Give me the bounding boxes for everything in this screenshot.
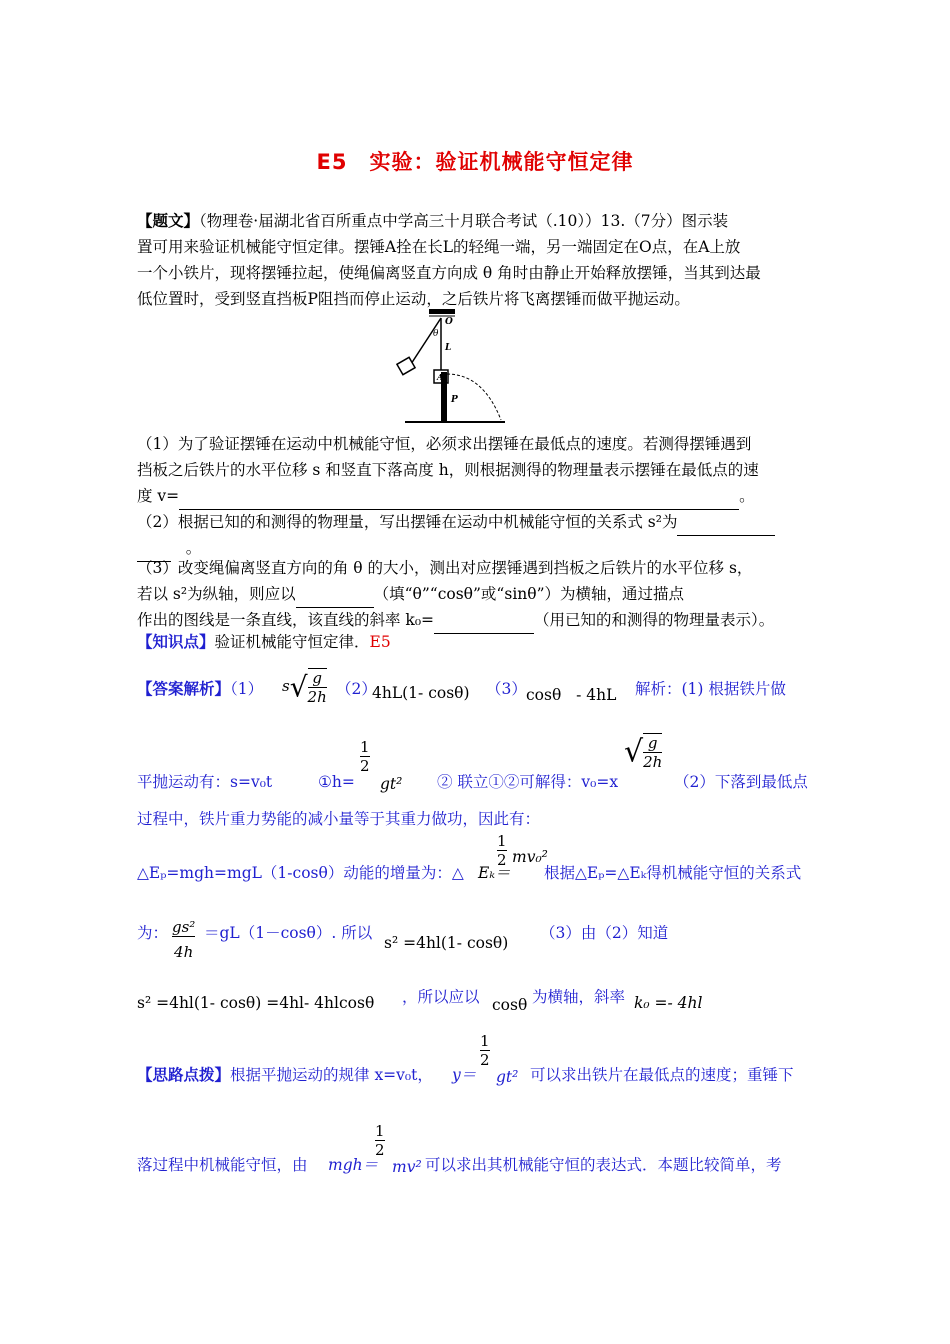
question-line-4: 低位置时，受到竖直挡板P阻挡而停止运动，之后铁片将飞离摆锤而做平抛运动。 (137, 290, 690, 308)
mv02-term: mv₀² (512, 848, 548, 866)
hint-line-1a: 【思路点拨】根据平抛运动的规律 x=v₀t， (137, 1065, 433, 1084)
analysis-row-2b: ①h= (318, 773, 355, 791)
page-title: E5 实验：验证机械能守恒定律 (316, 150, 634, 174)
y-eq: y＝ (452, 1066, 477, 1084)
question-line-3: 一个小铁片，现将摆锤拉起，使绳偏离竖直方向成 θ 角时由静止开始释放摆锤，当其到达最 (137, 264, 761, 282)
analysis-row-5a: 为： (137, 924, 169, 942)
knowledge-tag: 【知识点】 (137, 632, 215, 651)
gt2-term: gt² (380, 775, 403, 793)
question-line-2: 置可用来验证机械能守恒定律。摆锤A拴在长L的轻绳一端，另一端固定在O点，在A上放 (137, 238, 741, 256)
answer-blank-3 (296, 581, 374, 608)
analysis-row-6a: s² =4hl(1- cosθ) =4hl- 4hlcosθ (137, 994, 375, 1012)
v0-formula: √ $\frac{g}{2h}$ (624, 734, 663, 771)
hint-tag: 【思路点拨】 (137, 1065, 231, 1084)
answer-tag-row: 【答案解析】（1） (137, 679, 264, 698)
hint-line-2a: 落过程中机械能守恒，由 (137, 1156, 308, 1174)
question-tag: 【题文】 (137, 211, 200, 230)
analysis-row-5b: ＝gL（1－cosθ）. 所以 (204, 924, 373, 942)
half-g-t-squared: $\frac{1}{2}$ (360, 738, 370, 775)
swung-string (411, 318, 441, 364)
label-p: P (451, 395, 458, 405)
ek-term: Eₖ＝ (478, 864, 511, 882)
swung-bob (397, 357, 415, 374)
analysis-row-6e: k₀ =- 4hl (634, 994, 703, 1012)
part1-line-3: 度 v= 。 (137, 483, 755, 510)
part3-line-3: 作出的图线是一条直线，该直线的斜率 k₀= （用已知的和测得的物理量表示）。 (137, 607, 774, 634)
answer-3-label: （3） (486, 680, 527, 698)
label-a: A (437, 372, 444, 382)
answer-tag: 【答案解析】 (137, 679, 231, 698)
analysis-row-6c: cosθ (492, 996, 528, 1014)
analysis-row-6d: 为横轴，斜率 (532, 988, 626, 1006)
answer-blank-4 (434, 607, 534, 634)
part3-line-1: （3）改变绳偏离竖直方向的角 θ 的大小，测出对应摆锤遇到挡板之后铁片的水平位移 s， (137, 559, 753, 577)
analysis-row-6b: ，所以应以 (402, 988, 480, 1006)
question-line-1: 【题文】（物理卷·届湖北省百所重点中学高三十月联合考试（.10））13.（7分）图示装 (137, 211, 729, 230)
hint-line-2b: 可以求出其机械能守恒的表达式．本题比较简单，考 (425, 1156, 782, 1174)
mgh-eq: mgh＝ (328, 1156, 379, 1174)
hint-line-1b: 可以求出铁片在最低点的速度；重锤下 (530, 1066, 794, 1084)
label-o: O (445, 317, 453, 327)
analysis-row-2d: （2）下落到最低点 (674, 773, 808, 791)
hint-half-2: $\frac{1}{2}$ (375, 1122, 385, 1159)
answer-blank-1 (179, 483, 739, 510)
answer-3-formula: cosθ - 4hL (526, 686, 617, 704)
analysis-row-3: 过程中，铁片重力势能的减小量等于其重力做功，因此有： (137, 810, 541, 828)
part3-line-2: 若以 s²为纵轴，则应以 （填“θ”“cosθ”或“sinθ”）为横轴，通过描点 (137, 581, 684, 608)
half-mv0-squared: $\frac{1}{2}$ (497, 832, 507, 869)
ceiling-bar (429, 309, 455, 314)
hint-mv2: mv² (392, 1158, 422, 1176)
analysis-row-2c: ② 联立①②可解得：v₀=x (437, 773, 619, 791)
answer-1-formula: s√ $\frac{g}{2h}$ (282, 669, 327, 706)
part1-line-2: 挡板之后铁片的水平位移 s 和竖直下落高度 h，则根据测得的物理量表示摆锤在最低点的速 (137, 461, 759, 479)
analysis-row-4b: 根据△Eₚ=△Eₖ得机械能守恒的关系式 (544, 864, 802, 882)
analysis-row-4a: △Eₚ=mgh=mgL（1-cosθ）动能的增量为：△ (137, 864, 464, 882)
analysis-row-2a: 平抛运动有：s=v₀t (137, 773, 273, 791)
gs2-over-4h: $\frac{\text{gs²}}{4h}$ (172, 918, 196, 961)
answer-2-label: （2） (336, 680, 377, 698)
label-l: L (445, 343, 452, 353)
answer-2-formula: 4hL(1- cosθ) (372, 684, 470, 702)
part1-line-1: （1）为了验证摆锤在运动中机械能守恒，必须求出摆锤在最低点的速度。若测得摆锤遇到 (137, 435, 752, 453)
analysis-row-5d: （3）由（2）知道 (540, 924, 669, 942)
answer-blank-2 (677, 509, 775, 536)
hint-gt2: gt² (496, 1068, 519, 1086)
pendulum-figure (385, 308, 505, 430)
part2-line-1: （2）根据已知的和测得的物理量，写出摆锤在运动中机械能守恒的关系式 s²为 (137, 509, 775, 536)
label-theta: θ (433, 329, 439, 339)
analysis-start: 解析：(1) 根据铁片做 (635, 680, 786, 698)
part2-line-2: 。 (137, 535, 201, 562)
knowledge-point: 【知识点】验证机械能守恒定律．E5 (137, 632, 391, 651)
analysis-row-5c: s² =4hl(1- cosθ) (384, 934, 509, 952)
hint-half-1: $\frac{1}{2}$ (480, 1032, 490, 1069)
